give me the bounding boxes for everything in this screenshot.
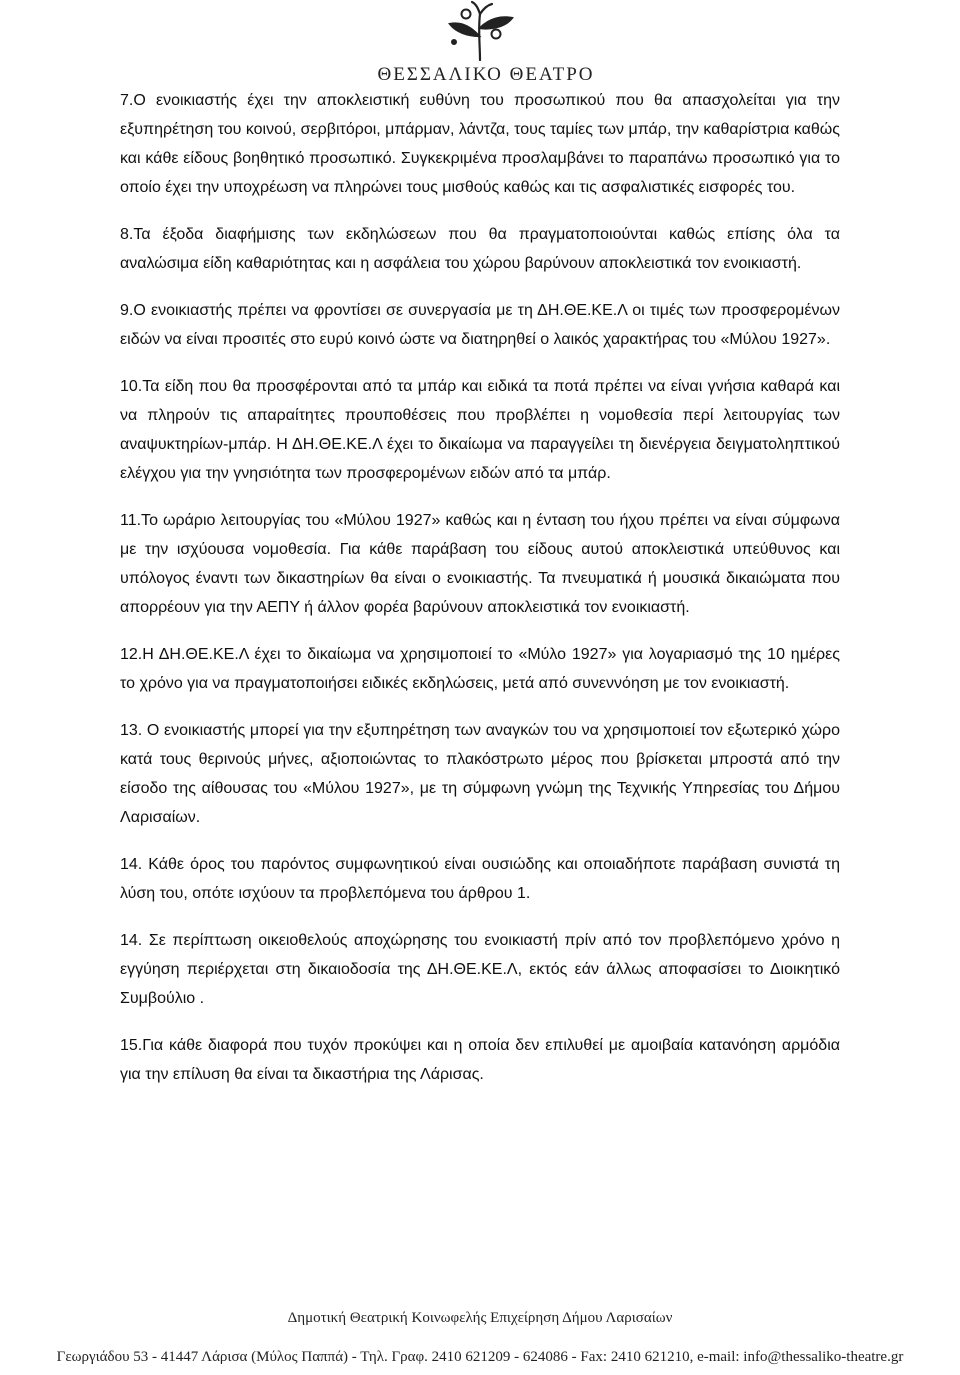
document-body [120, 86, 840, 1107]
clause-13: 13. Ο ενοικιαστής μπορεί για την εξυπηρέτηση των αναγκών του να χρησιμοποιεί τον εξωτερικό χώρο κατά τους θερινούς μήνες, αξιοποιώντας το πλακόστρωτο μέρος που βρίσκεται μπροστά από την είσοδο της αίθουσας του «Μύλου 1927», με τη σύμφωνη γνώμη της Τεχνικής Υπηρεσίας του Δήμου Λαρισαίων. [120, 722, 840, 826]
clause-8: 8.Τα έξοδα διαφήμισης των εκδηλώσεων που θα πραγματοποιούνται καθώς επίσης όλα τα αναλώσιμα είδη καθαριότητας και η ασφάλεια του χώρου βαρύνουν αποκλειστικά τον ενοικιαστή. [120, 226, 840, 272]
clause-15: 15.Για κάθε διαφορά που τυχόν προκύψει και η οποία δεν επιλυθεί με αμοιβαία κατανόηση αρμόδια για την επίλυση θα είναι τα δικαστήρια της Λάρισας. [120, 1037, 840, 1083]
clause-11: 11.Το ωράριο λειτουργίας του «Μύλου 1927» καθώς και η ένταση του ήχου πρέπει να είναι σύμφωνα με την ισχύουσα νομοθεσία. Για κάθε παράβαση του είδους αυτού αποκλειστικά υπεύθυνος και υπόλογος έναντι των δικαστηρίων θα είναι ο ενοικιαστής. Τα πνευματικά ή μουσικά δικαιώματα που απορρέουν για την ΑΕΠΥ ή άλλον φορέα βαρύνουν αποκλειστικά τον ενοικιαστή. [120, 512, 840, 616]
plant-sprout-icon [420, 0, 540, 62]
organization-title: ΘΕΣΣΑΛΙΚΟ ΘΕΑΤΡΟ [377, 64, 595, 85]
footer-organization: Δημοτική Θεατρική Κοινωφελής Επιχείρηση Δήμου Λαρισαίων [287, 1310, 673, 1326]
clause-7: 7.Ο ενοικιαστής έχει την αποκλειστική ευθύνη του προσωπικού που θα απασχολείται για την εξυπηρέτηση του κοινού, σερβιτόροι, μπάρμαν, λάντζα, τους ταμίες των μπάρ, την καθαρίστρια καθώς και κάθε είδους βοηθητικό προσωπικό. Συγκεκριμένα προσλαμβάνει το παραπάνω προσωπικό για το οποίο έχει την υποχρέωση να πληρώνει τους μισθούς καθώς και τις ασφαλιστικές εισφορές του. [120, 92, 840, 196]
clause-9: 9.Ο ενοικιαστής πρέπει να φροντίσει σε συνεργασία με τη ΔΗ.ΘΕ.ΚΕ.Λ οι τιμές των προσφερομένων ειδών να είναι προσιτές στο ευρύ κοινό ώστε να διατηρηθεί ο λαικός χαρακτήρας του «Μύλου 1927». [120, 302, 840, 348]
clause-12: 12.Η ΔΗ.ΘΕ.ΚΕ.Λ έχει το δικαίωμα να χρησιμοποιεί το «Μύλο 1927» για λογαριασμό της 10 ημέρες το χρόνο για να πραγματοποιήσει ειδικές εκδηλώσεις, μετά από συνεννόηση με τον ενοικιαστή. [120, 646, 840, 692]
footer-contact: Γεωργιάδου 53 - 41447 Λάρισα (Μύλος Παππά) - Τηλ. Γραφ. 2410 621209 - 624086 - Fax: 2410 621210, e-mail: info@thessaliko-theatre.gr [56, 1349, 904, 1365]
clause-10: 10.Τα είδη που θα προσφέρονται από τα μπάρ και ειδικά τα ποτά πρέπει να είναι γνήσια καθαρά και να πληρούν τις απαραίτητες προυποθέσεις που προβλέπει η νομοθεσία περί λειτουργίας των αναψυκτηρίων-μπάρ. Η ΔΗ.ΘΕ.ΚΕ.Λ έχει το δικαίωμα να παραγγείλει τη διενέργεια δειγματοληπτικού ελέγχου για την γνησιότητα των προσφερομένων ειδών από τα μπάρ. [120, 378, 840, 482]
clause-14b: 14. Σε περίπτωση οικειοθελούς αποχώρησης του ενοικιαστή πρίν από τον προβλεπόμενο χρόνο η εγγύηση περιέρχεται στη δικαιοδοσία της ΔΗ.ΘΕ.ΚΕ.Λ, εκτός εάν άλλως αποφασίσει το Διοικητικό Συμβούλιο . [120, 932, 840, 1007]
clause-14a: 14. Κάθε όρος του παρόντος συμφωνητικού είναι ουσιώδης και οποιαδήποτε παράβαση συνιστά τη λύση του, οπότε ισχύουν τα προβλεπόμενα του άρθρου 1. [120, 856, 840, 902]
